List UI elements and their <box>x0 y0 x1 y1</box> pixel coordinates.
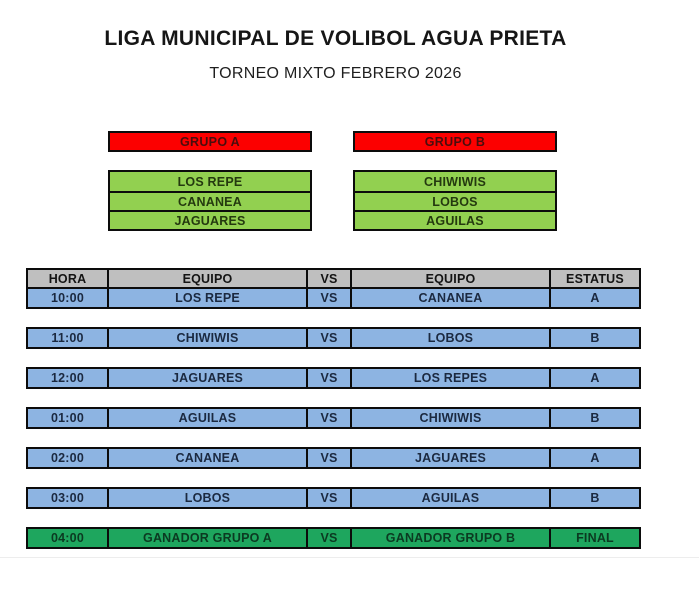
group-b <box>353 131 557 231</box>
estatus-cell: A <box>549 447 641 469</box>
final-match-block <box>26 527 645 549</box>
hora-cell: 12:00 <box>26 367 109 389</box>
match-row <box>26 287 645 309</box>
match-block <box>26 407 645 429</box>
team-cell: JAGUARES <box>110 210 310 229</box>
header-cell-estatus: ESTATUS <box>549 268 641 289</box>
estatus-cell: B <box>549 327 641 349</box>
equipo1-cell: CHIWIWIS <box>107 327 308 349</box>
match-row <box>26 327 645 349</box>
header-cell-vs: VS <box>306 268 352 289</box>
equipo2-cell: AGUILAS <box>350 487 551 509</box>
schedule-section <box>26 268 645 549</box>
hora-cell: 02:00 <box>26 447 109 469</box>
equipo2-cell: GANADOR GRUPO B <box>350 527 551 549</box>
groups-section <box>26 131 645 231</box>
group-a <box>108 131 312 231</box>
sheet-content <box>26 0 645 549</box>
hora-cell: 11:00 <box>26 327 109 349</box>
estatus-cell: B <box>549 407 641 429</box>
team-cell: LOBOS <box>355 191 555 210</box>
vs-cell: VS <box>306 407 352 429</box>
hora-cell: 04:00 <box>26 527 109 549</box>
schedule-header-and-first-match <box>26 268 645 309</box>
equipo1-cell: CANANEA <box>107 447 308 469</box>
match-block <box>26 327 645 349</box>
team-cell: AGUILAS <box>355 210 555 229</box>
vs-cell: VS <box>306 287 352 309</box>
header-cell-equipo1: EQUIPO <box>107 268 308 289</box>
equipo2-cell: CANANEA <box>350 287 551 309</box>
equipo1-cell: LOS REPE <box>107 287 308 309</box>
match-row <box>26 447 645 469</box>
equipo2-cell: LOS REPES <box>350 367 551 389</box>
page-subtitle: TORNEO MIXTO FEBRERO 2026 <box>209 65 462 82</box>
group-a-header: GRUPO A <box>108 131 312 152</box>
estatus-cell: FINAL <box>549 527 641 549</box>
final-match-row <box>26 527 645 549</box>
match-block <box>26 487 645 509</box>
hora-cell: 10:00 <box>26 287 109 309</box>
team-cell: LOS REPE <box>177 174 243 189</box>
match-row <box>26 367 645 389</box>
vs-cell: VS <box>306 327 352 349</box>
equipo2-cell: LOBOS <box>350 327 551 349</box>
vs-cell: VS <box>306 487 352 509</box>
equipo1-cell: LOBOS <box>107 487 308 509</box>
vs-cell: VS <box>306 367 352 389</box>
page-title: LIGA MUNICIPAL DE VOLIBOL AGUA PRIETA <box>104 27 567 50</box>
team-cell: CANANEA <box>110 191 310 210</box>
estatus-cell: B <box>549 487 641 509</box>
match-row <box>26 487 645 509</box>
equipo1-cell: GANADOR GRUPO A <box>107 527 308 549</box>
match-row <box>26 407 645 429</box>
equipo2-cell: CHIWIWIS <box>350 407 551 429</box>
estatus-cell: A <box>549 367 641 389</box>
page-edge-line <box>0 557 699 558</box>
hora-cell: 03:00 <box>26 487 109 509</box>
match-block <box>26 367 645 389</box>
match-block <box>26 447 645 469</box>
equipo2-cell: JAGUARES <box>350 447 551 469</box>
schedule-header-row <box>26 268 645 289</box>
group-b-header: GRUPO B <box>353 131 557 152</box>
group-a-team-list <box>108 170 312 231</box>
equipo1-cell: JAGUARES <box>107 367 308 389</box>
hora-cell: 01:00 <box>26 407 109 429</box>
team-cell: CHIWIWIS <box>423 174 486 189</box>
vs-cell: VS <box>306 527 352 549</box>
equipo1-cell: AGUILAS <box>107 407 308 429</box>
estatus-cell: A <box>549 287 641 309</box>
vs-cell: VS <box>306 447 352 469</box>
header-cell-equipo2: EQUIPO <box>350 268 551 289</box>
header-cell-hora: HORA <box>26 268 109 289</box>
group-b-team-list <box>353 170 557 231</box>
